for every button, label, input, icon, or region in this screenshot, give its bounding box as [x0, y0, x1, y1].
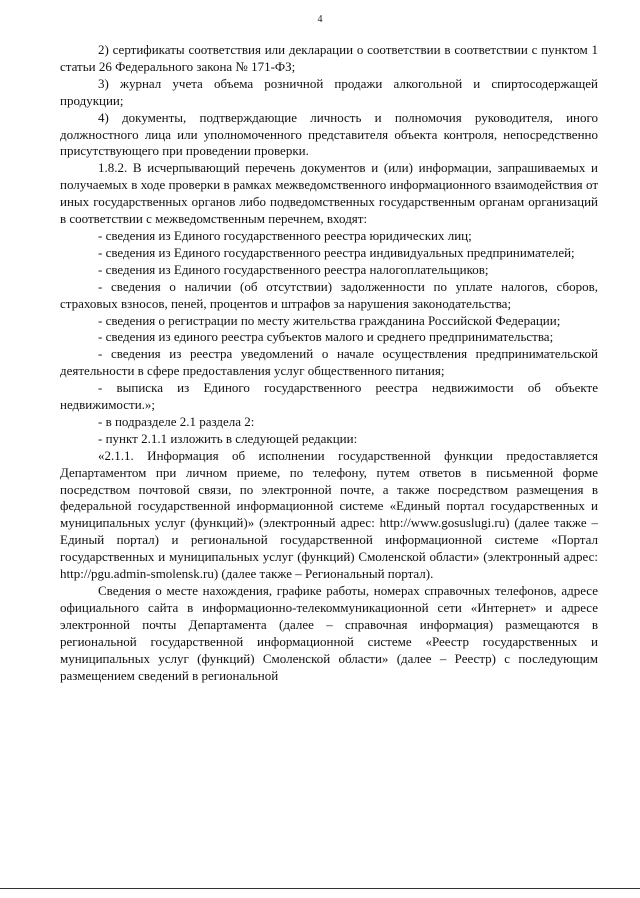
- paragraph-reference-info: Сведения о месте нахождения, графике работы, номерах справочных телефонов, адресе официального сайта в информационно-телекоммуникационной сети «Интернет» и адресе электронной почты Департамента (далее – справочная информация) размещаются в региональной государственной информационной системе «Реестр государственных и муниципальных услуг (функций) Смоленской области» (далее – Реестр) с последующим размещением сведений в региональной: [60, 583, 598, 683]
- list-item: - сведения из Единого государственного реестра индивидуальных предпринимателей;: [98, 244, 575, 260]
- amendment-line: - пункт 2.1.1 изложить в следующей редакции:: [98, 430, 358, 446]
- page-number: 4: [317, 14, 323, 25]
- list-item: - сведения из Единого государственного реестра налогоплательщиков;: [98, 261, 489, 277]
- document-body: [60, 42, 598, 684]
- list-item: - сведения из реестра уведомлений о начале осуществления предпринимательской деятельности в сфере предоставления услуг общественного питания;: [60, 346, 598, 379]
- list-item: - сведения из Единого государственного реестра юридических лиц;: [98, 227, 472, 243]
- list-item: - сведения из единого реестра субъектов малого и среднего предпринимательства;: [98, 329, 554, 345]
- amendment-line: - в подразделе 2.1 раздела 2:: [98, 413, 255, 429]
- paragraph-item-3: 3) журнал учета объема розничной продажи алкогольной и спиртосодержащей продукции;: [60, 75, 598, 108]
- paragraph-2-1-1: «2.1.1. Информация об исполнении государственной функции предоставляется Департаментом при личном приеме, по телефону, путем ответов в письменной форме посредством почтовой связи, по электронной почте, а также посредством размещения в федеральной государственной информационной системе «Единый портал государственных и муниципальных услуг (функций)» (электронный адрес: http://www.gosuslugi.ru) (далее также – Единый портал) и региональной государственной информационной системе «Портал государственных и муниципальных услуг (функций) Смоленской области» (электронный адрес: http://pgu.admin-smolensk.ru) (далее также – Региональный портал).: [60, 447, 598, 582]
- paragraph-item-2: 2) сертификаты соответствия или декларации о соответствии в соответствии с пунктом 1 статьи 26 Федерального закона № 171-ФЗ;: [60, 42, 598, 74]
- paragraph-item-4: 4) документы, подтверждающие личность и полномочия руководителя, иного должностного лица или уполномоченного представителя объекта контроля, непосредственно присутствующего при проведении проверки.: [60, 109, 598, 159]
- list-item: - выписка из Единого государственного реестра недвижимости об объекте недвижимости.»;: [60, 380, 598, 413]
- paragraph-1-8-2: 1.8.2. В исчерпывающий перечень документов и (или) информации, запрашиваемых и получаемых в ходе проверки в рамках межведомственного информационного взаимодействия от иных государственных органов либо подведомственных государственным органам организаций в соответствии с межведомственным перечнем, входят:: [60, 160, 598, 227]
- list-item: - сведения о наличии (об отсутствии) задолженности по уплате налогов, сборов, страховых взносов, пеней, процентов и штрафов за нарушения законодательства;: [60, 278, 598, 311]
- list-item: - сведения о регистрации по месту жительства гражданина Российской Федерации;: [98, 312, 561, 328]
- bottom-divider: [0, 888, 640, 889]
